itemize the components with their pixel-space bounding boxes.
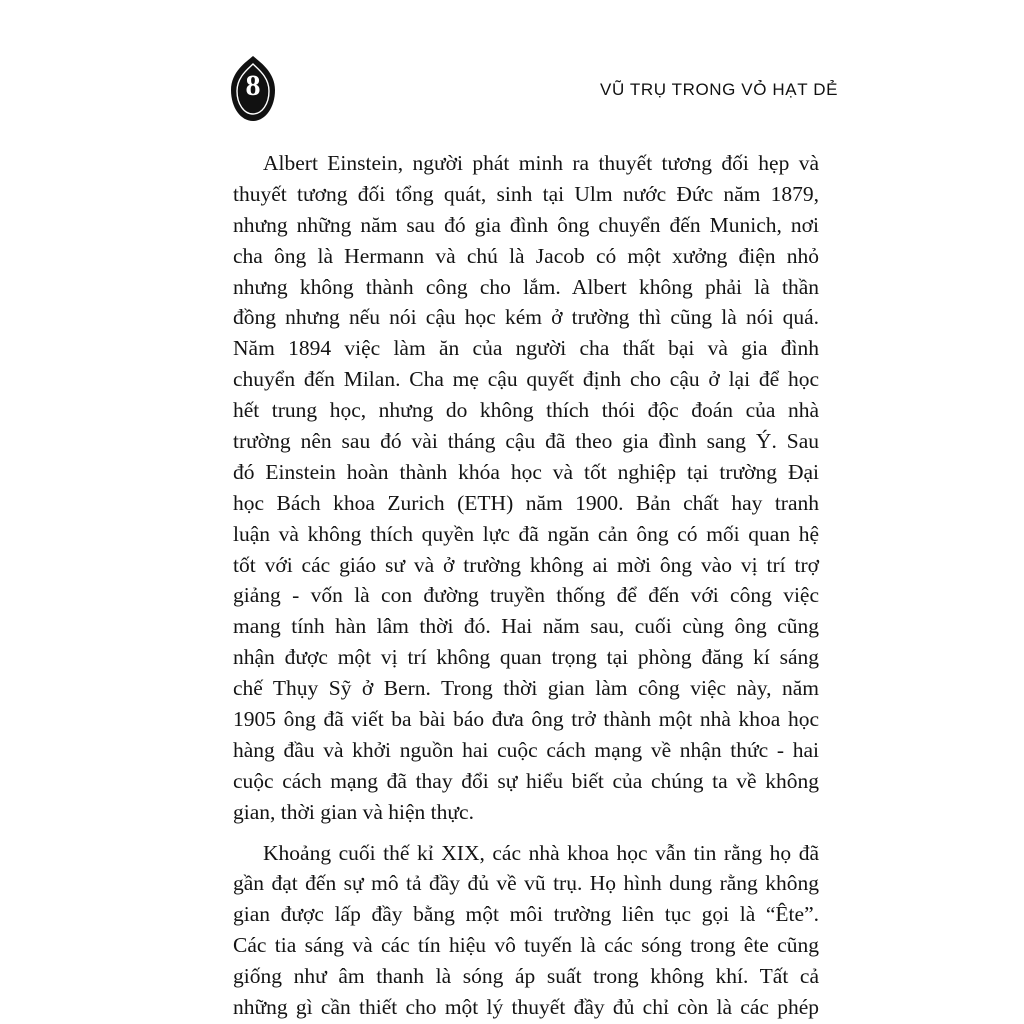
text-line: mang tính hàn lâm thời đó. Hai năm sau, cuối cùng ông cũng [233,614,819,639]
text-line: Khoảng cuối thế kỉ XIX, các nhà khoa học vẫn tin rằng họ đã [263,840,819,865]
text-line: thuyết tương đối tổng quát, sinh tại Ulm nước Đức năm 1879, [233,181,819,206]
page-number: 8 [245,69,261,102]
text-line: cuộc cách mạng đã thay đổi sự hiểu biết của chúng ta về không [233,768,819,793]
text-line: Năm 1894 việc làm ăn của người cha thất bại và gia đình [233,336,819,361]
text-line: giảng - vốn là con đường truyền thống để đến với công việc [233,583,819,608]
text-line: nhưng không thành công cho lắm. Albert không phải là thần [233,274,819,299]
text-line: Albert Einstein, người phát minh ra thuyết tương đối hẹp và [263,151,819,175]
text-line: Các tia sáng và các tín hiệu vô tuyến là các sóng trong ête cũng [233,933,819,958]
text-line: đó Einstein hoàn thành khóa học và tốt nghiệp tại trường Đại [233,459,819,484]
text-line: 1905 ông đã viết ba bài báo đưa ông trở thành một nhà khoa học [233,707,819,732]
text-line: trường nên sau đó vài tháng cậu đã theo gia đình sang Ý. Sau [233,429,819,454]
paragraph-2 [233,838,819,1023]
text-line: nhưng những năm sau đó gia đình ông chuyển đến Munich, nơi [233,212,819,237]
text-line: hàng đầu và khởi nguồn hai cuộc cách mạng về nhận thức - hai [233,737,819,762]
running-head-title: VŨ TRỤ TRONG VỎ HẠT DẺ [600,80,839,99]
text-line: giống như âm thanh là sóng áp suất trong không khí. Tất cả [233,964,819,989]
text-line: gian, thời gian và hiện thực. [233,799,474,824]
text-line: tốt với các giáo sư và ở trường không ai mời ông vào vị trí trợ [233,552,819,577]
page-number-badge [229,54,277,124]
text-line: gần đạt đến sự mô tả đầy đủ về vũ trụ. Họ hình dung rằng không [233,871,819,896]
text-line: chuyển đến Milan. Cha mẹ cậu quyết định cho cậu ở lại để học [233,367,819,392]
text-line: những gì cần thiết cho một lý thuyết đầy đủ chỉ còn là các phép [233,995,819,1020]
text-line: đồng nhưng nếu nói cậu học kém ở trường thì cũng là nói quá. [233,305,819,330]
body-text [233,148,819,1023]
text-line: luận và không thích quyền lực đã ngăn cản ông có mối quan hệ [233,521,819,546]
text-line: hết trung học, nhưng do không thích thói độc đoán của nhà [233,398,819,423]
text-line: gian được lấp đầy bằng một môi trường liên tục gọi là “Ête”. [233,902,819,927]
text-line: học Bách khoa Zurich (ETH) năm 1900. Bản chất hay tranh [233,490,819,515]
text-line: cha ông là Hermann và chú là Jacob có một xưởng điện nhỏ [233,243,819,268]
text-line: chế Thụy Sỹ ở Bern. Trong thời gian làm công việc này, năm [233,676,819,701]
text-line: nhận được một vị trí không quan trọng tại phòng đăng kí sáng [233,645,819,670]
paragraph-1 [233,148,819,828]
